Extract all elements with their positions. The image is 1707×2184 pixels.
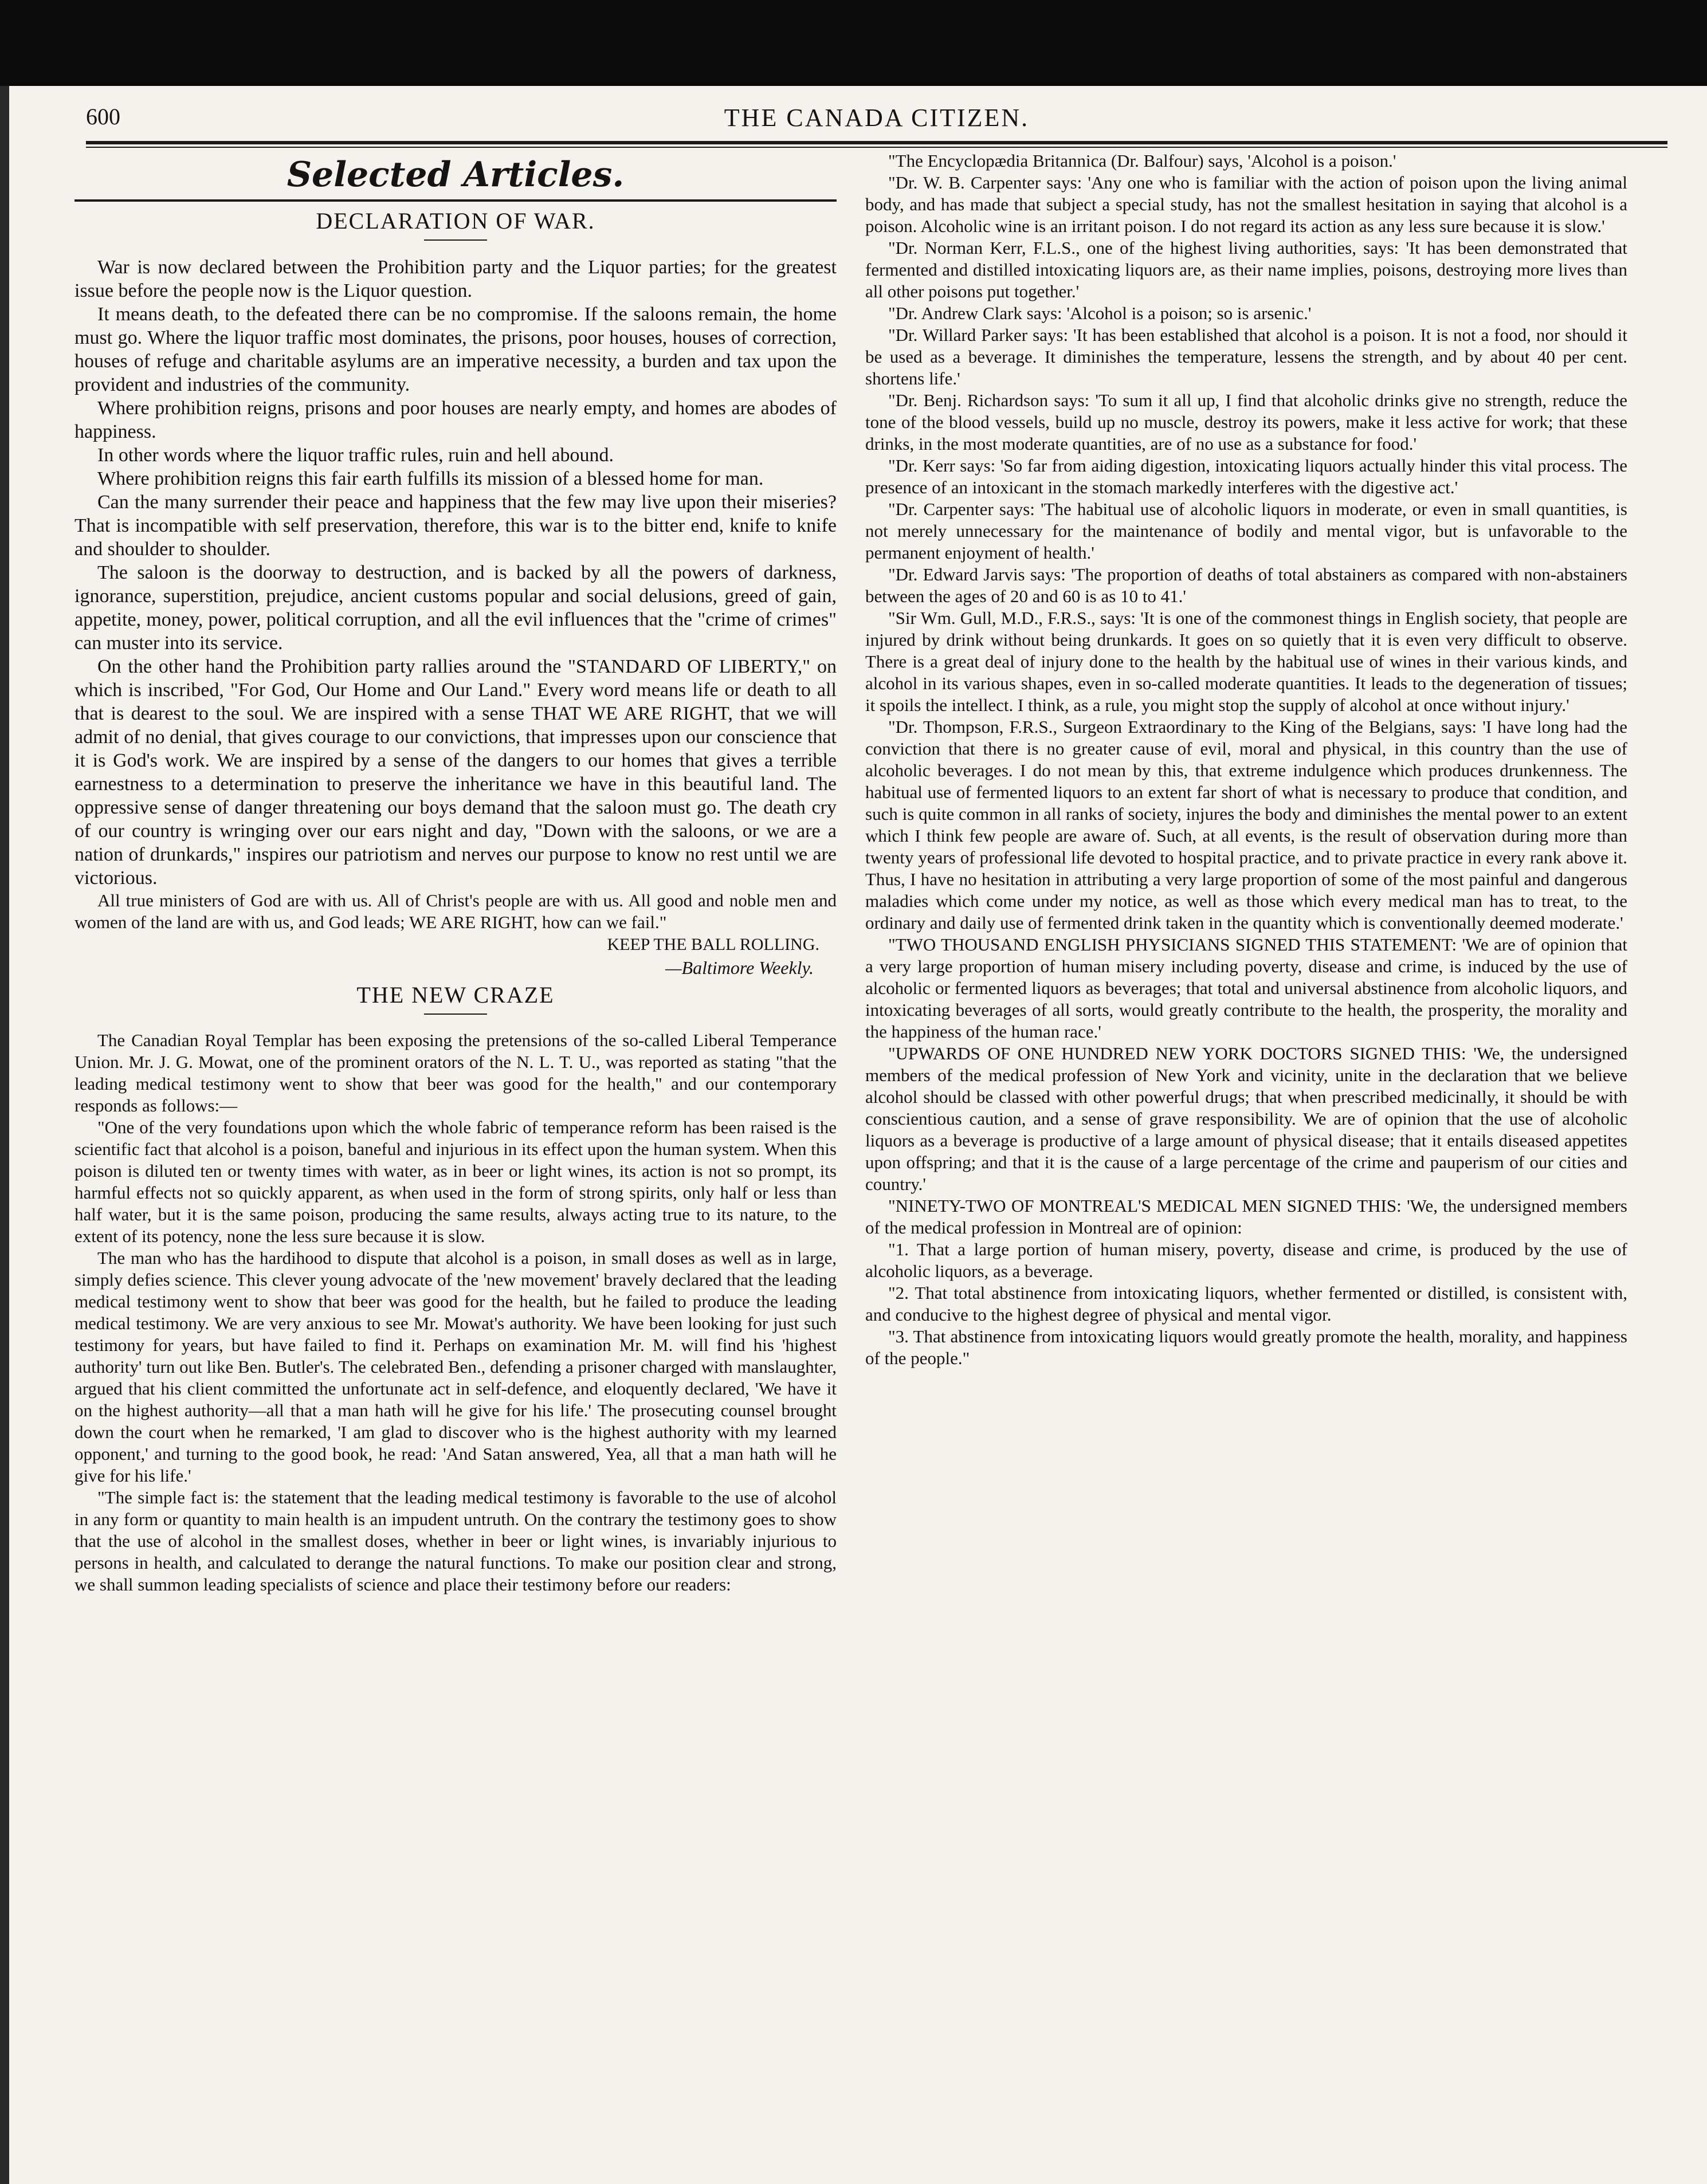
scan-left-edge: [0, 86, 9, 2184]
paragraph: "Dr. Edward Jarvis says: 'The proportion of deaths of total abstainers as compared with non-abstainers between the ages of 20 and 60 is as 10 to 41.': [865, 564, 1627, 606]
paragraph: "TWO THOUSAND ENGLISH PHYSICIANS SIGNED THIS STATEMENT: 'We are of opinion that a very large proportion of human misery including poverty, disease and crime, is induced by the use of alcoholic or fermented liquors as beverages; that total and universal abstinence from alcoholic liquors, and intoxicating beverages of all sorts, would greatly contribute to the health, the prosperity, the morality and the happiness of the human race.': [865, 934, 1627, 1042]
article-2-body-left: [74, 1030, 837, 1596]
paragraph: The saloon is the doorway to destruction, and is backed by all the powers of darkness, ignorance, superstition, prejudice, ancient customs popular and social delusions, greed of gain, appetite, money, power, political corruption, and all the evil influences that the "crime of crimes" can muster into its service.: [74, 562, 837, 654]
paragraph: "Dr. Willard Parker says: 'It has been established that alcohol is a poison. It is not a food, nor should it be used as a beverage. It diminishes the temperature, lessens the strength, and by about 40 per cent. shortens life.': [865, 325, 1627, 388]
article-1-body: [74, 256, 837, 933]
article-2-title: THE NEW CRAZE: [356, 982, 555, 1008]
header-rule-thick: [86, 141, 1667, 144]
paragraph: "Dr. Thompson, F.R.S., Surgeon Extraordinary to the King of the Belgians, says: 'I have long had the conviction that there is no greater cause of evil, moral and physical, in this country than the use of alcoholic beverages. I do not mean by this, that extreme indulgence which produces drunkenness. The habitual use of fermented liquors to an extent far short of what is necessary to produce that condition, and such is quite common in all ranks of society, injures the body and diminishes the mental power to an extent which I think few people are aware of. Such, at all events, is the result of observation during more than twenty years of professional life devoted to hospital practice, and to private practice in every rank above it. Thus, I have no hesitation in attributing a very large proportion of some of the most painful and dangerous maladies which come under my notice, as well as those which every medical man has to treat, to the ordinary and daily use of fermented drink taken in the quantity which is conventionally deemed moderate.': [865, 717, 1627, 933]
paragraph: "Dr. Kerr says: 'So far from aiding digestion, intoxicating liquors actually hinder this vital process. The presence of an intoxicant in the stomach markedly interferes with the digestive act.': [865, 455, 1627, 497]
paragraph: Can the many surrender their peace and happiness that the few may live upon their miseries? That is incompatible with self preservation, therefore, this war is to the bitter end, knife to knife and shoulder to shoulder.: [74, 492, 837, 560]
paragraph: War is now declared between the Prohibition party and the Liquor parties; for the greatest issue before the people now is the Liquor question.: [74, 257, 837, 301]
paragraph: On the other hand the Prohibition party rallies around the "STANDARD OF LIBERTY," on which is inscribed, "For God, Our Home and Our Land." Every word means life or death to all that is dearest to the soul. We are inspired with a sense THAT WE ARE RIGHT, that we will admit of no denial, that gives courage to our convictions, that impresses upon our conscience that it is God's work. We are inspired by a sense of the dangers to our homes that gives a terrible earnestness to a determination to preserve the inheritance we have in this beautiful land. The oppressive sense of danger threatening our boys demand that the saloon must go. The death cry of our country is wringing over our ears night and day, "Down with the saloons, or we are a nation of drunkards," inspires our patriotism and nerves our purpose to know no rest until we are victorious.: [74, 656, 837, 889]
paragraph: "UPWARDS OF ONE HUNDRED NEW YORK DOCTORS SIGNED THIS: 'We, the undersigned members of the medical profession of New York and vicinity, unite in the declaration that we believe alcohol should be classed with other powerful drugs; that when prescribed medicinally, it should be with conscientious caution, and a sense of grave responsibility. We are of opinion that the use of alcoholic liquors as a beverage is productive of a large amount of physical disease; that it entails diseased appetites upon offspring; and that it is the cause of a large percentage of the crime and pauperism of our cities and country.': [865, 1043, 1627, 1194]
left-column: [74, 150, 837, 1596]
paragraph: "The Encyclopædia Britannica (Dr. Balfour) says, 'Alcohol is a poison.': [888, 151, 1396, 171]
paragraph: All true ministers of God are with us. All of Christ's people are with us. All good and noble men and women of the land are with us, and God leads; WE ARE RIGHT, how can we fail.": [74, 890, 837, 932]
right-column: [865, 150, 1627, 1369]
article-1-source: —Baltimore Weekly.: [665, 957, 814, 978]
paragraph: "Dr. Norman Kerr, F.L.S., one of the highest living authorities, says: 'It has been demonstrated that fermented and distilled intoxicating liquors are, as their name implies, poisons, destroying more lives than all other poisons put together.': [865, 238, 1627, 301]
paragraph: "Sir Wm. Gull, M.D., F.R.S., says: 'It is one of the commonest things in English society, that people are injured by drink without being drunkards. It goes on so quietly that it is even very difficult to observe. There is a great deal of injury done to the health by the habitual use of wines in their various kinds, and alcohol in its various shapes, even in so-called moderate quantities. It leads to the degeneration of tissues; it spoils the intellect. I think, as a rule, you might stop the supply of alcohol at once without injury.': [865, 608, 1627, 715]
paragraph: It means death, to the defeated there can be no compromise. If the saloons remain, the home must go. Where the liquor traffic most dominates, the prisons, poor houses, houses of correction, houses of refuge and charitable asylums are an imperative necessity, a burden and tax upon the provident and industries of the community.: [74, 304, 837, 395]
page-number: 600: [86, 104, 120, 129]
paragraph: Where prohibition reigns, prisons and poor houses are nearly empty, and homes are abodes of happiness.: [74, 398, 837, 442]
title-dash: [424, 239, 487, 241]
article-1-signoff: KEEP THE BALL ROLLING.: [607, 935, 819, 954]
paragraph: "Dr. Benj. Richardson says: 'To sum it all up, I find that alcoholic drinks give no strength, reduce the tone of the blood vessels, build up no muscle, destroy its powers, make it less active for work; that these drinks, in the most moderate quantities, are of no use as a substance for food.': [865, 390, 1627, 454]
running-head: [86, 103, 1667, 138]
journal-title: THE CANADA CITIZEN.: [724, 104, 1030, 132]
paragraph: The Canadian Royal Templar has been exposing the pretensions of the so-called Liberal Temperance Union. Mr. J. G. Mowat, one of the prominent orators of the N. L. T. U., was reported as stating "that the leading medical testimony went to show that beer was good for the health," and our contemporary responds as follows:—: [74, 1030, 837, 1115]
header-rule-thin: [86, 147, 1667, 148]
paragraph: "The simple fact is: the statement that the leading medical testimony is favorable to the use of alcohol in any form or quantity to main health is an impudent untruth. On the contrary the testimony goes to show that the use of alcohol in the smallest doses, whether in beer or light wines, is invariably injurious to persons in health, and calculated to derange the natural functions. To make our position clear and strong, we shall summon leading specialists of science and place their testimony before our readers:: [74, 1487, 837, 1594]
paragraph: "Dr. Carpenter says: 'The habitual use of alcoholic liquors in moderate, or even in small quantities, is not merely unnecessary for the maintenance of bodily and mental vigor, but is unfavorable to the permanent enjoyment of health.': [865, 499, 1627, 563]
paragraph: "NINETY-TWO OF MONTREAL'S MEDICAL MEN SIGNED THIS: 'We, the undersigned members of the medical profession in Montreal are of opinion:: [865, 1196, 1627, 1238]
paragraph: "2. That total abstinence from intoxicating liquors, whether fermented or distilled, is consistent with, and conducive to the highest degree of physical and mental vigor.: [865, 1283, 1627, 1325]
paragraph: "1. That a large portion of human misery, poverty, disease and crime, is produced by the use of alcoholic liquors, as a beverage.: [865, 1239, 1627, 1281]
paragraph: "3. That abstinence from intoxicating liquors would greatly promote the health, morality, and happiness of the people.": [865, 1326, 1627, 1368]
paragraph: "Dr. Andrew Clark says: 'Alcohol is a poison; so is arsenic.': [888, 303, 1312, 323]
paragraph: "Dr. W. B. Carpenter says: 'Any one who is familiar with the action of poison upon the living animal body, and has made that subject a special study, has not the smallest hesitation in saying that alcohol is a poison. Alcoholic wine is an irritant poison. I do not regard its action as any less sure because it is slow.': [865, 172, 1627, 236]
article-1-title: DECLARATION OF WAR.: [316, 208, 595, 234]
paragraph: Where prohibition reigns this fair earth fulfills its mission of a blessed home for man.: [97, 468, 764, 489]
scan-top-border: [0, 0, 1707, 86]
paragraph: "One of the very foundations upon which the whole fabric of temperance reform has been raised is the scientific fact that alcohol is a poison, baneful and injurious in its effect upon the human system. When this poison is diluted ten or twenty times with water, as in beer or light wines, its action is not so prompt, its harmful effects not so quickly apparent, as when used in the form of strong spirits, only half or less than half water, but it is the same poison, producing the same results, always acting true to its nature, to the extent of its potency, none the less sure because it is slow.: [74, 1117, 837, 1246]
section-title: Selected Articles.: [287, 155, 625, 195]
section-title-rule: [74, 199, 837, 202]
paragraph: In other words where the liquor traffic rules, ruin and hell abound.: [97, 445, 614, 466]
title-dash: [424, 1014, 487, 1015]
paragraph: The man who has the hardihood to dispute that alcohol is a poison, in small doses as well as in large, simply defies science. This clever young advocate of the 'new movement' bravely declared that the leading medical testimony went to show that beer was good for the health, but he failed to produce the leading medical testimony. We are very anxious to see Mr. Mowat's authority. We have been looking for just such testimony for years, but have failed to find it. Perhaps on examination Mr. M. will find his 'highest authority' turn out like Ben. Butler's. The celebrated Ben., defending a prisoner charged with manslaughter, argued that his client committed the unfortunate act in self-defence, and eloquently declared, 'We have it on the highest authority—all that a man hath will he give for his life.' The prosecuting counsel brought down the court when he remarked, 'I am glad to discover who is the highest authority with my learned opponent,' and turning to the good book, he read: 'And Satan answered, Yea, all that a man hath will he give for his life.': [74, 1248, 837, 1486]
